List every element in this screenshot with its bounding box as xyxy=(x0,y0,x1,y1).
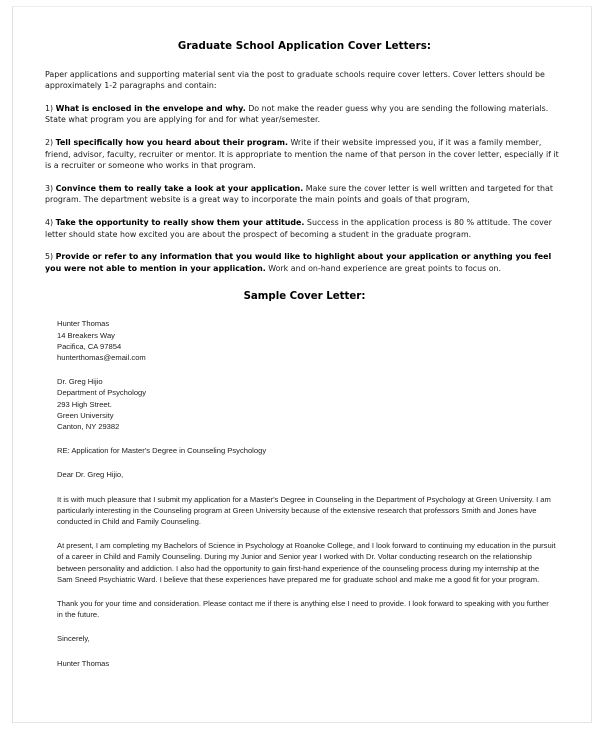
page-title: Graduate School Application Cover Letters: xyxy=(177,41,432,52)
guidance-section xyxy=(45,41,564,274)
sender-address-block xyxy=(57,318,564,363)
guidance-item-2-rest: Write if their website impressed you, if it was a family member, friend, advisor, faculty, recruiter or mentor. It is appropriate to mention the name of that person in the cover letter, especially if it is a recruiter or someone who works in that program. xyxy=(45,137,559,171)
guidance-item-3-number: 3) xyxy=(45,183,54,193)
recipient-department: Department of Psychology xyxy=(57,388,147,398)
body-paragraph-3: Thank you for your time and consideration. Please contact me if there is anything else I need to provide. I look forward to speaking with you further in the future. xyxy=(57,598,549,620)
sender-email: hunterthomas@email.com xyxy=(57,352,146,362)
guidance-item-1-rest: Do not make the reader guess why you are sending the following materials. State what program you are applying for and for what year/semester. xyxy=(45,103,549,125)
guidance-item-4-bold: Take the opportunity to really show them your attitude. xyxy=(55,217,305,227)
recipient-city-state-zip: Canton, NY 29382 xyxy=(57,421,120,431)
sample-letter xyxy=(45,318,564,668)
recipient-address-block xyxy=(57,376,564,432)
guidance-item-2 xyxy=(45,137,564,172)
sample-letter-heading: Sample Cover Letter: xyxy=(243,291,366,303)
document-page xyxy=(12,6,592,723)
guidance-item-2-bold: Tell specifically how you heard about their program. xyxy=(55,137,288,147)
guidance-item-3-bold: Convince them to really take a look at your application. xyxy=(55,183,304,193)
recipient-name: Dr. Greg Hijio xyxy=(57,377,103,387)
guidance-item-4-rest: Success in the application process is 80 % attitude. The cover letter should state how excited you are about the prospect of becoming a student in the graduate program. xyxy=(45,217,552,239)
signature: Hunter Thomas xyxy=(57,658,110,668)
document-content xyxy=(45,41,564,669)
guidance-item-4-number: 4) xyxy=(45,217,54,227)
recipient-street: 293 High Street. xyxy=(57,399,112,409)
salutation: Dear Dr. Greg Hijio, xyxy=(57,470,124,480)
guidance-item-5-bold: Provide or refer to any information that you would like to highlight about your application or anything you feel you were not able to mention in your application. xyxy=(45,252,552,273)
guidance-item-1 xyxy=(45,103,564,126)
guidance-item-4 xyxy=(45,217,564,240)
recipient-organization: Green University xyxy=(57,410,114,420)
guidance-item-5-rest: Work and on-hand experience are great points to focus on. xyxy=(265,263,502,273)
guidance-item-1-bold: What is enclosed in the envelope and why. xyxy=(55,103,246,113)
guidance-item-2-number: 2) xyxy=(45,137,54,147)
sender-name: Hunter Thomas xyxy=(57,319,110,329)
body-paragraph-2: At present, I am completing my Bachelors of Science in Psychology at Roanoke College, and I look forward to continuing my education in the pursuit of a career in Child and Family Counseling. During my Junior and Senior year I worked with Dr. Voltar conducting research on the relationship between personality and addiction. I also had the opportunity to gain first-hand experience of the counseling process during my internship at the Sam Sneed Psychiatric Ward. I believe that these experiences have prepared me for graduate school and make me a good fit for your program. xyxy=(57,541,556,584)
intro-paragraph: Paper applications and supporting material sent via the post to graduate schools require cover letters. Cover letters should be approximately 1-2 paragraphs and contain: xyxy=(45,69,545,91)
guidance-item-5-number: 5) xyxy=(45,252,54,262)
sender-street: 14 Breakers Way xyxy=(57,330,115,340)
guidance-item-3 xyxy=(45,183,564,206)
guidance-item-1-number: 1) xyxy=(45,103,54,113)
closing: Sincerely, xyxy=(57,634,90,644)
subject-line: RE: Application for Master's Degree in Counseling Psychology xyxy=(57,446,267,456)
sender-city-state-zip: Pacifica, CA 97854 xyxy=(57,341,122,351)
guidance-item-5 xyxy=(45,251,564,274)
guidance-item-3-rest: Make sure the cover letter is well written and targeted for that program. The department website is a great way to incorporate the main points and goals of that program, xyxy=(45,183,553,205)
body-paragraph-1: It is with much pleasure that I submit my application for a Master's Degree in Counseling in the Department of Psychology at Green University. I am particularly interesting in the Counseling program at Green University because of the extensive research that professors Smith and Jones have conducted in Child and Family Counseling. xyxy=(57,494,551,526)
